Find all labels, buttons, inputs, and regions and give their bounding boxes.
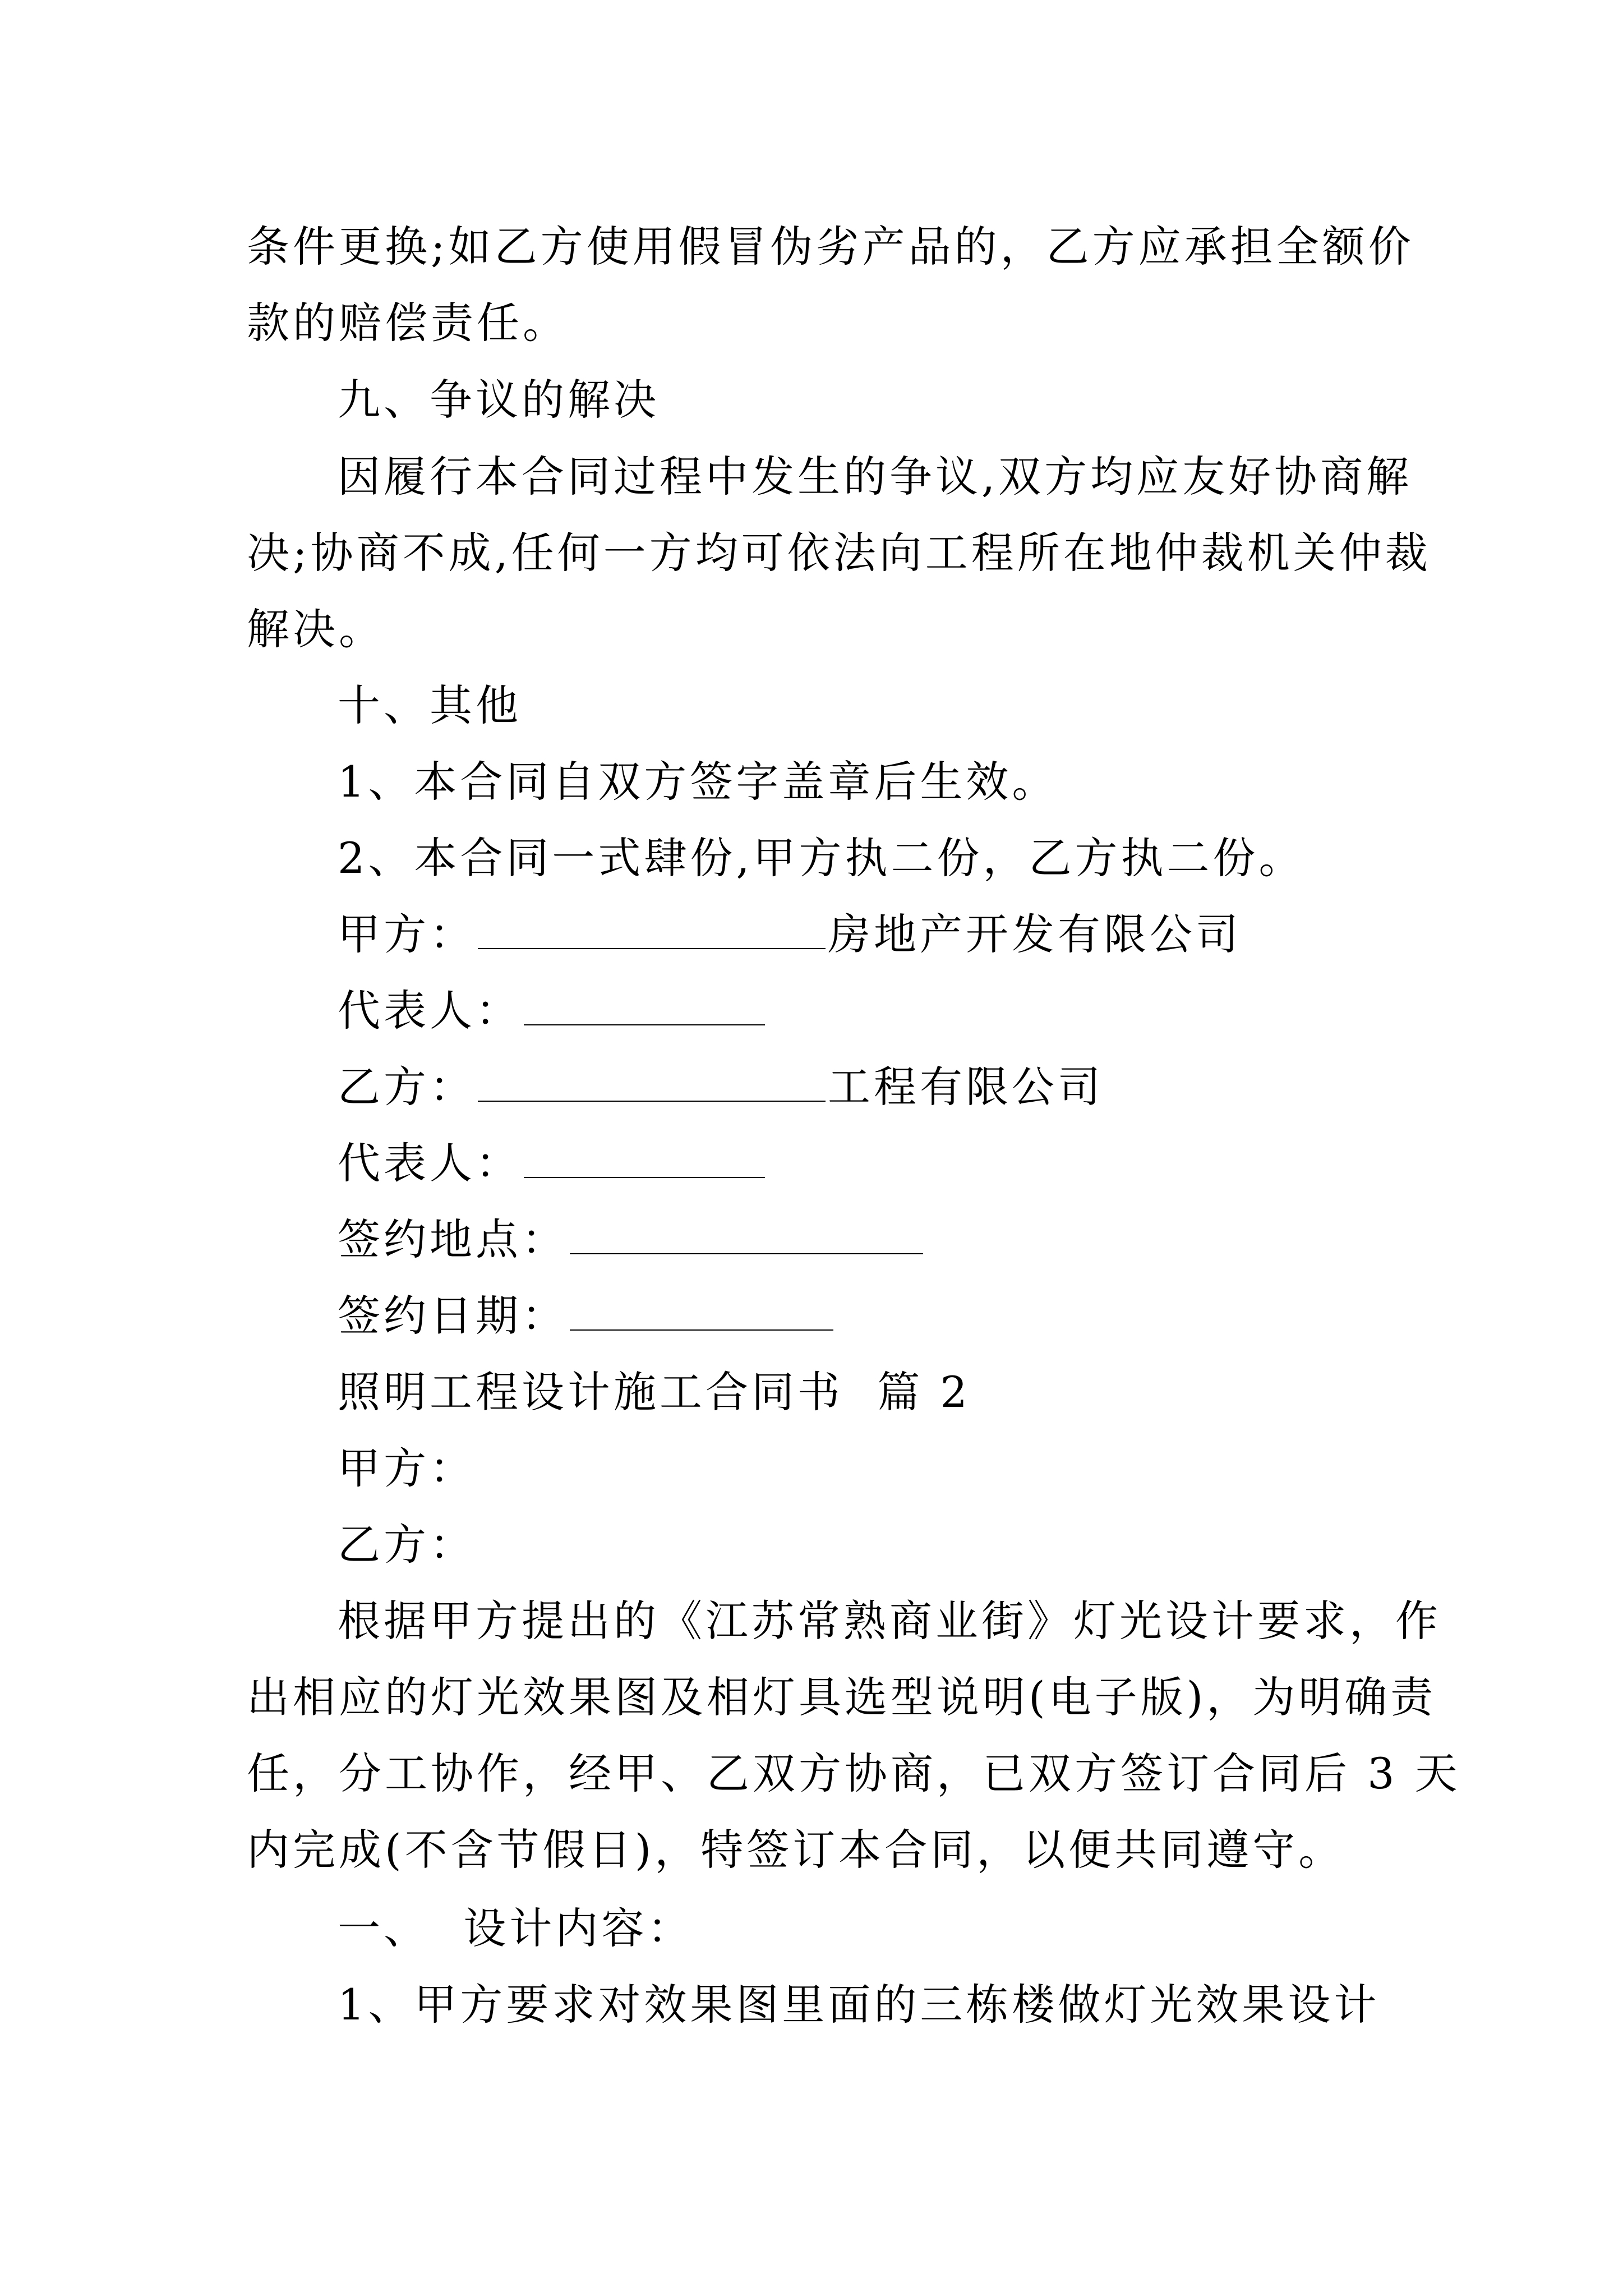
party-a-suffix: 房地产开发有限公司 (828, 909, 1242, 959)
clause-9-text-line-2: 决;协商不成,任何一方均可依法向工程所在地仲裁机关仲裁 (247, 528, 1431, 578)
section-2-paragraph-line-3: 任，分工协作，经甲、乙双方协商，已双方签订合同后 3 天 (247, 1749, 1461, 1798)
section-2-paragraph-line-4: 内完成(不含节假日)，特签订本合同，以便共同遵守。 (247, 1825, 1345, 1875)
representative-b-label: 代表人： (338, 1138, 522, 1188)
party-b-signature-line (338, 1060, 1482, 1114)
clause-10-item-2: 2、本合同一式肆份,甲方执二份，乙方执二份。 (338, 833, 1305, 883)
clause-10-heading: 十、其他 (338, 680, 522, 730)
representative-a-label: 代表人： (338, 986, 522, 1036)
party-b-suffix: 工程有限公司 (828, 1062, 1104, 1112)
section-2-paragraph-line-1: 根据甲方提出的《江苏常熟商业街》灯光设计要求，作 (338, 1596, 1441, 1646)
signing-place-label: 签约地点： (338, 1214, 568, 1264)
signing-date-line (338, 1289, 1482, 1343)
clause-8-continuation-line-2: 款的赔偿责任。 (247, 298, 569, 348)
section-2-party-a: 甲方： (338, 1443, 476, 1493)
representative-a-line (338, 984, 1482, 1038)
clause-9-text-line-3: 解决。 (247, 604, 385, 654)
signing-place-line (338, 1213, 1482, 1267)
section-2-party-b: 乙方： (338, 1520, 476, 1570)
signing-date-label: 签约日期： (338, 1291, 568, 1341)
representative-b-blank (524, 1140, 765, 1178)
party-b-label: 乙方： (338, 1062, 476, 1112)
signing-date-blank (570, 1292, 833, 1331)
section-2-paragraph-line-2: 出相应的灯光效果图及相灯具选型说明(电子版)，为明确责 (247, 1672, 1437, 1722)
clause-9-text-line-1: 因履行本合同过程中发生的争议,双方均应友好协商解 (338, 452, 1413, 501)
representative-a-blank (524, 987, 765, 1025)
clause-8-continuation-line-1: 条件更换;如乙方使用假冒伪劣产品的，乙方应承担全额价 (247, 222, 1414, 272)
clause-9-heading: 九、争议的解决 (338, 375, 660, 425)
section-2-title: 照明工程设计施工合同书 篇 2 (338, 1367, 971, 1417)
party-a-blank (478, 911, 826, 949)
representative-b-line (338, 1137, 1482, 1190)
design-content-item-1: 1、甲方要求对效果图里面的三栋楼做灯光效果设计 (338, 1980, 1380, 2030)
signing-place-blank (570, 1216, 923, 1254)
party-a-signature-line (338, 908, 1482, 961)
party-a-label: 甲方： (338, 909, 476, 959)
design-content-heading: 一、 设计内容： (338, 1903, 694, 1953)
clause-10-item-1: 1、本合同自双方签字盖章后生效。 (338, 757, 1058, 807)
party-b-blank (478, 1064, 826, 1102)
